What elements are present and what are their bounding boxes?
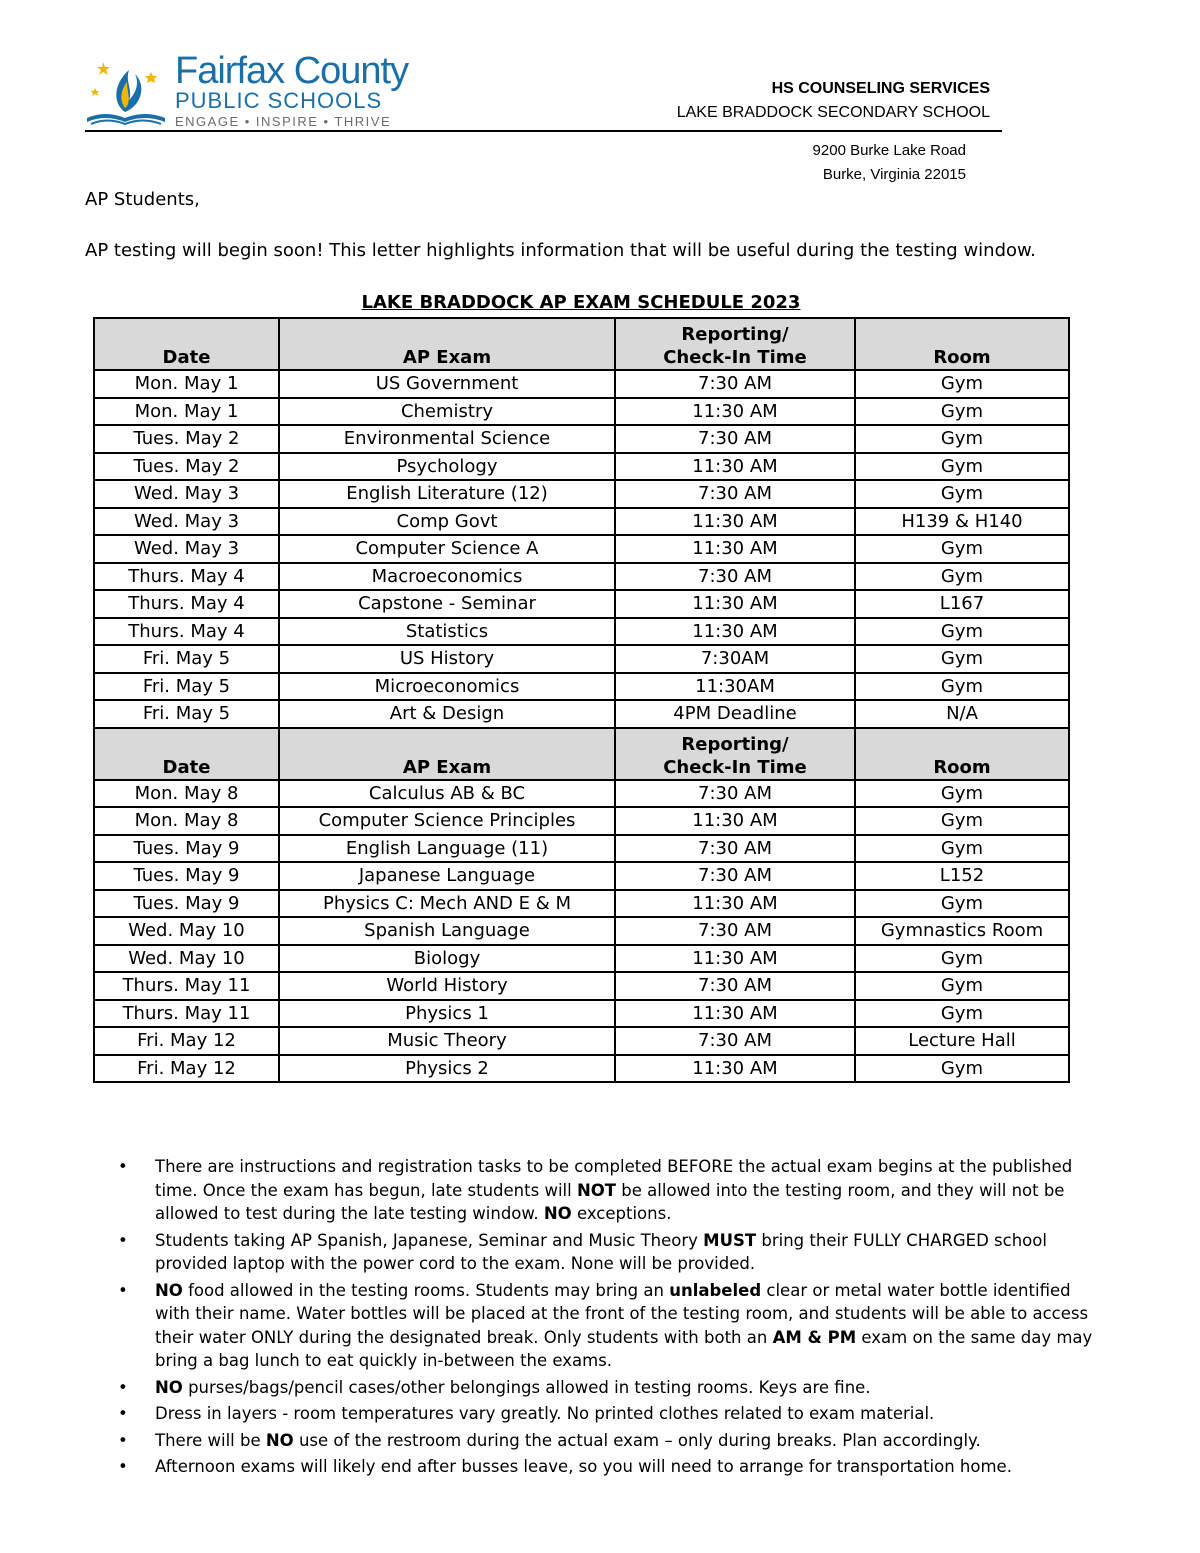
cell-time: 7:30 AM	[615, 1027, 855, 1055]
bullet-icon: •	[118, 1377, 128, 1397]
cell-time: 7:30 AM	[615, 835, 855, 863]
cell-time: 11:30 AM	[615, 590, 855, 618]
table-row	[94, 425, 1069, 453]
cell-time: 7:30 AM	[615, 862, 855, 890]
header-date: Date	[94, 318, 279, 370]
school-name: LAKE BRADDOCK SECONDARY SCHOOL	[676, 104, 990, 121]
torch-book-icon	[85, 52, 167, 130]
cell-room: Lecture Hall	[855, 1027, 1069, 1055]
schedule-title: LAKE BRADDOCK AP EXAM SCHEDULE 2023	[361, 292, 801, 313]
cell-room: L152	[855, 862, 1069, 890]
instruction-text: exceptions.	[571, 1204, 672, 1223]
cell-room: Gym	[855, 535, 1069, 563]
emphasis-text: NO	[155, 1280, 183, 1300]
cell-exam: US Government	[279, 370, 615, 398]
department-heading: HS COUNSELING SERVICES	[771, 80, 990, 97]
cell-room: Gym	[855, 1055, 1069, 1083]
instruction-text: purses/bags/pencil cases/other belongings allowed in testing rooms. Keys are fine.	[182, 1377, 871, 1397]
instruction-item	[110, 1429, 1110, 1453]
header-room: Room	[855, 728, 1069, 780]
table-row	[94, 563, 1069, 591]
header-exam: AP Exam	[279, 318, 615, 370]
instruction-text: Dress in layers - room temperatures vary greatly. No printed clothes related to exam material.	[155, 1404, 935, 1423]
cell-time: 11:30AM	[615, 673, 855, 701]
cell-time: 11:30 AM	[615, 1055, 855, 1083]
cell-time: 7:30 AM	[615, 917, 855, 945]
cell-exam: Physics 2	[279, 1055, 615, 1083]
cell-date: Tues. May 9	[94, 890, 279, 918]
header-time-line1: Reporting/	[681, 324, 789, 345]
instruction-text: clear or metal water bottle identified with their name. Water bottles will be placed at the front of the testing room, and students will be able to access their water ONLY during the designated break. Only students with both an	[155, 1280, 1089, 1347]
cell-exam: Macroeconomics	[279, 563, 615, 591]
table-row	[94, 700, 1069, 728]
header-divider	[85, 130, 1002, 132]
address-city: Burke, Virginia 22015	[822, 166, 966, 183]
instruction-text: bring their FULLY CHARGED school provided laptop with the power cord to the exam. None will be provided.	[155, 1230, 1047, 1273]
cell-date: Mon. May 1	[94, 370, 279, 398]
cell-date: Tues. May 9	[94, 835, 279, 863]
cell-date: Thurs. May 4	[94, 590, 279, 618]
cell-room: Gym	[855, 453, 1069, 481]
cell-exam: Physics C: Mech AND E & M	[279, 890, 615, 918]
header-time-line2: Check-In Time	[663, 347, 807, 368]
cell-time: 11:30 AM	[615, 1000, 855, 1028]
cell-room: Gym	[855, 972, 1069, 1000]
table-row	[94, 1000, 1069, 1028]
cell-date: Mon. May 8	[94, 780, 279, 808]
cell-date: Thurs. May 4	[94, 618, 279, 646]
bullet-icon: •	[118, 1404, 128, 1423]
table-row	[94, 1027, 1069, 1055]
instruction-item	[110, 1279, 1110, 1373]
cell-time: 11:30 AM	[615, 807, 855, 835]
cell-exam: Biology	[279, 945, 615, 973]
cell-room: Gymnastics Room	[855, 917, 1069, 945]
cell-room: Gym	[855, 890, 1069, 918]
cell-exam: Spanish Language	[279, 917, 615, 945]
cell-time: 11:30 AM	[615, 618, 855, 646]
header-date: Date	[94, 728, 279, 780]
header-time	[615, 318, 855, 370]
cell-date: Mon. May 8	[94, 807, 279, 835]
cell-exam: Physics 1	[279, 1000, 615, 1028]
cell-room: Gym	[855, 780, 1069, 808]
table-row	[94, 590, 1069, 618]
cell-exam: Computer Science Principles	[279, 807, 615, 835]
header-room: Room	[855, 318, 1069, 370]
table-row	[94, 780, 1069, 808]
cell-exam: World History	[279, 972, 615, 1000]
salutation: AP Students,	[85, 189, 200, 210]
cell-room: Gym	[855, 618, 1069, 646]
table-row	[94, 1055, 1069, 1083]
table-row	[94, 972, 1069, 1000]
cell-date: Fri. May 12	[94, 1027, 279, 1055]
table-row	[94, 480, 1069, 508]
header-time	[615, 728, 855, 780]
instruction-text: Afternoon exams will likely end after busses leave, so you will need to arrange for transportation home.	[155, 1457, 1012, 1476]
table-row	[94, 673, 1069, 701]
table-row	[94, 645, 1069, 673]
table-row	[94, 508, 1069, 536]
cell-date: Thurs. May 11	[94, 1000, 279, 1028]
instruction-item	[110, 1455, 1110, 1479]
cell-date: Fri. May 12	[94, 1055, 279, 1083]
cell-room: Gym	[855, 480, 1069, 508]
cell-exam: Japanese Language	[279, 862, 615, 890]
instruction-text: be allowed into the testing room, and they will not be allowed to test during the late testing window.	[155, 1180, 1065, 1223]
cell-time: 11:30 AM	[615, 890, 855, 918]
cell-room: Gym	[855, 398, 1069, 426]
instruction-item	[110, 1229, 1110, 1276]
table-row	[94, 807, 1069, 835]
emphasis-text: NO	[543, 1204, 572, 1223]
logo-wordmark: Fairfax County	[175, 50, 409, 92]
instruction-item	[110, 1402, 1110, 1426]
header-time-line2: Check-In Time	[663, 756, 807, 778]
cell-exam: US History	[279, 645, 615, 673]
table-row	[94, 945, 1069, 973]
instruction-text: exam on the same day may bring a bag lunch to eat quickly in-between the exams.	[155, 1327, 1093, 1370]
cell-exam: Art & Design	[279, 700, 615, 728]
table-row	[94, 890, 1069, 918]
cell-room: Gym	[855, 370, 1069, 398]
cell-time: 11:30 AM	[615, 398, 855, 426]
cell-time: 7:30 AM	[615, 780, 855, 808]
cell-exam: Statistics	[279, 618, 615, 646]
table-row	[94, 835, 1069, 863]
cell-time: 11:30 AM	[615, 535, 855, 563]
cell-date: Tues. May 2	[94, 425, 279, 453]
cell-exam: English Language (11)	[279, 835, 615, 863]
cell-exam: Comp Govt	[279, 508, 615, 536]
cell-time: 4PM Deadline	[615, 700, 855, 728]
instruction-text: There are instructions and registration tasks to be completed BEFORE the actual exam begins at the published time. Once the exam has begun, late students will	[155, 1157, 1073, 1200]
cell-date: Wed. May 3	[94, 535, 279, 563]
header-exam: AP Exam	[279, 728, 615, 780]
cell-room: L167	[855, 590, 1069, 618]
address-street: 9200 Burke Lake Road	[812, 142, 966, 159]
emphasis-text: unlabeled	[669, 1280, 762, 1300]
cell-room: Gym	[855, 673, 1069, 701]
instruction-item	[110, 1376, 1110, 1400]
cell-time: 11:30 AM	[615, 453, 855, 481]
emphasis-text: MUST	[703, 1230, 757, 1250]
instruction-text: food allowed in the testing rooms. Students may bring an	[182, 1280, 670, 1300]
intro-paragraph: AP testing will begin soon! This letter highlights information that will be useful during the testing window.	[85, 240, 1036, 261]
cell-date: Wed. May 10	[94, 945, 279, 973]
bullet-icon: •	[118, 1157, 128, 1176]
table-row	[94, 535, 1069, 563]
cell-room: Gym	[855, 563, 1069, 591]
cell-time: 7:30 AM	[615, 972, 855, 1000]
cell-exam: Capstone - Seminar	[279, 590, 615, 618]
cell-time: 7:30 AM	[615, 563, 855, 591]
cell-room: Gym	[855, 835, 1069, 863]
emphasis-text: NOT	[576, 1180, 617, 1200]
table-row	[94, 862, 1069, 890]
cell-time: 7:30 AM	[615, 370, 855, 398]
emphasis-text: AM & PM	[772, 1327, 857, 1347]
instructions-list	[110, 1155, 1110, 1482]
cell-exam: Calculus AB & BC	[279, 780, 615, 808]
table-header-row	[94, 728, 1069, 780]
instruction-text: Students taking AP Spanish, Japanese, Seminar and Music Theory	[155, 1230, 704, 1250]
emphasis-text: NO	[155, 1377, 183, 1397]
bullet-icon: •	[118, 1457, 128, 1476]
logo-subtitle: PUBLIC SCHOOLS	[175, 88, 383, 113]
cell-time: 11:30 AM	[615, 945, 855, 973]
cell-room: Gym	[855, 945, 1069, 973]
cell-date: Tues. May 2	[94, 453, 279, 481]
cell-exam: Computer Science A	[279, 535, 615, 563]
cell-time: 7:30AM	[615, 645, 855, 673]
table-row	[94, 370, 1069, 398]
cell-exam: Microeconomics	[279, 673, 615, 701]
cell-date: Mon. May 1	[94, 398, 279, 426]
cell-date: Thurs. May 4	[94, 563, 279, 591]
header-time-line1: Reporting/	[681, 733, 789, 755]
cell-date: Wed. May 3	[94, 480, 279, 508]
cell-room: N/A	[855, 700, 1069, 728]
logo-tagline: ENGAGE • INSPIRE • THRIVE	[175, 114, 392, 129]
instruction-item	[110, 1155, 1110, 1226]
instruction-text: There will be	[155, 1430, 266, 1450]
emphasis-text: NO	[265, 1430, 294, 1450]
cell-exam: English Literature (12)	[279, 480, 615, 508]
table-header-row	[94, 318, 1069, 370]
cell-room: H139 & H140	[855, 508, 1069, 536]
table-row	[94, 453, 1069, 481]
table-row	[94, 618, 1069, 646]
cell-room: Gym	[855, 807, 1069, 835]
cell-room: Gym	[855, 1000, 1069, 1028]
cell-time: 7:30 AM	[615, 425, 855, 453]
cell-date: Wed. May 3	[94, 508, 279, 536]
exam-schedule-table	[93, 317, 1070, 1083]
cell-time: 11:30 AM	[615, 508, 855, 536]
fcps-logo	[85, 50, 409, 132]
cell-date: Wed. May 10	[94, 917, 279, 945]
table-row	[94, 398, 1069, 426]
bullet-icon: •	[118, 1430, 128, 1450]
bullet-icon: •	[118, 1280, 128, 1300]
cell-date: Thurs. May 11	[94, 972, 279, 1000]
cell-room: Gym	[855, 645, 1069, 673]
table-row	[94, 917, 1069, 945]
cell-time: 7:30 AM	[615, 480, 855, 508]
cell-room: Gym	[855, 425, 1069, 453]
cell-exam: Environmental Science	[279, 425, 615, 453]
cell-date: Fri. May 5	[94, 645, 279, 673]
instruction-text: use of the restroom during the actual exam – only during breaks. Plan accordingly.	[293, 1430, 981, 1450]
cell-date: Fri. May 5	[94, 700, 279, 728]
cell-exam: Chemistry	[279, 398, 615, 426]
cell-date: Fri. May 5	[94, 673, 279, 701]
cell-date: Tues. May 9	[94, 862, 279, 890]
cell-exam: Music Theory	[279, 1027, 615, 1055]
cell-exam: Psychology	[279, 453, 615, 481]
bullet-icon: •	[118, 1230, 128, 1250]
